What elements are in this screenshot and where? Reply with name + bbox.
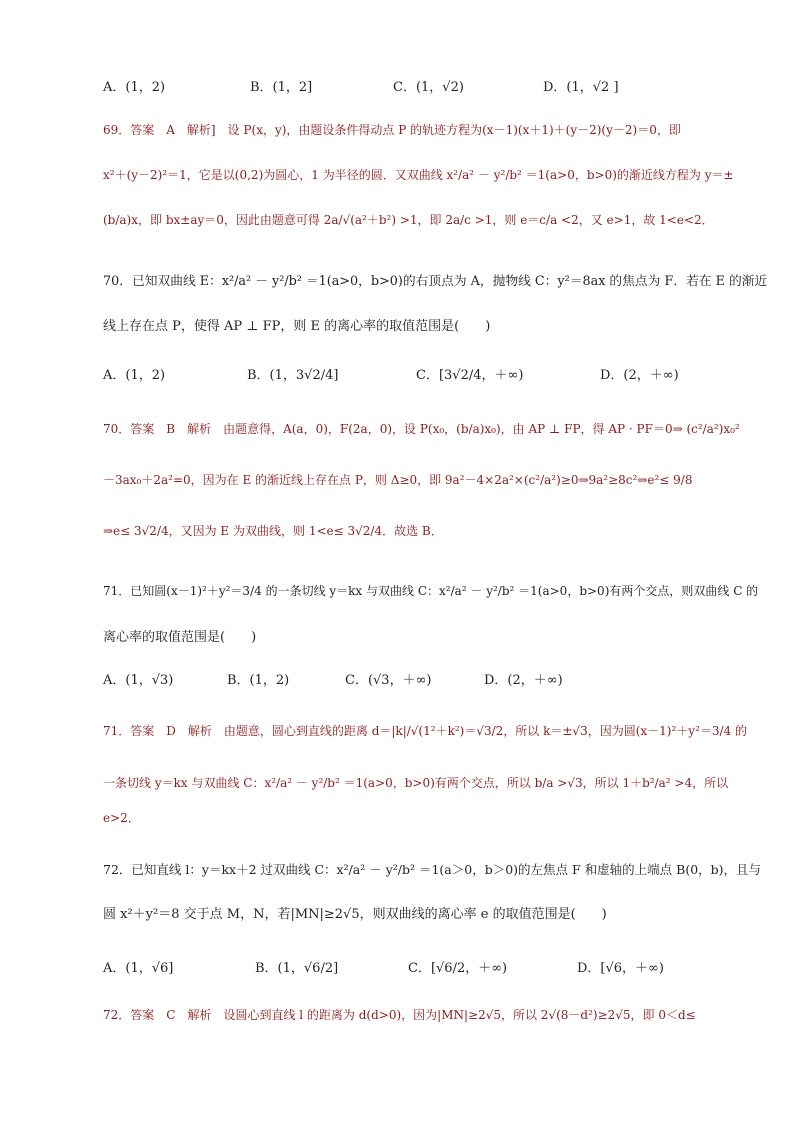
q68-option-d: D．(1，√2 ]	[543, 80, 619, 95]
q72-options	[103, 957, 723, 977]
q69-answer-line3: (b/a)x，即 bx±ay＝0，因此由题意可得 2a/√(a²＋b²) >1，即 2a/c >1，则 e＝c/a <2，又 e>1，故 1<e<2．	[103, 213, 714, 227]
q68-option-a: A．(1，2)	[103, 80, 166, 95]
q70-option-c: C．[3√2/4，＋∞)	[416, 368, 524, 383]
q72-option-d: D．[√6，＋∞)	[577, 961, 664, 976]
q70-answer-line1: 70．答案 B 解析 由题意得，A(a，0)，F(2a，0)，设 P(x₀，(b/a)x₀)，由 AP ⊥ FP，得 AP · PF＝0⇒ (c²/a²)x₀²	[103, 422, 740, 436]
q70-answer-line3: ⇒e≤ 3√2/4，又因为 E 为双曲线，则 1<e≤ 3√2/4．故选 B．	[103, 524, 443, 538]
q72-question-line1: 72．已知直线 l：y＝kx＋2 过双曲线 C：x²/a² － y²/b² ＝1(a＞0，b＞0)的左焦点 F 和虚轴的上端点 B(0，b)，且与	[103, 862, 762, 877]
q72-option-b: B．(1，√6/2]	[255, 961, 339, 976]
q71-option-b: B．(1，2)	[227, 673, 290, 688]
q68-option-b: B．(1，2]	[250, 80, 313, 95]
q70-question-line2: 线上存在点 P，使得 AP ⊥ FP，则 E 的离心率的取值范围是( )	[103, 319, 491, 334]
q71-answer-line1: 71．答案 D 解析 由题意，圆心到直线的距离 d＝|k|/√(1²＋k²)＝√3/2，所以 k＝±√3，因为圆(x－1)²＋y²＝3/4 的	[103, 724, 748, 738]
q68-options	[103, 76, 723, 96]
q70-question-line1: 70．已知双曲线 E：x²/a² － y²/b² ＝1(a>0，b>0)的右顶点为 A，抛物线 C：y²＝8ax 的焦点为 F．若在 E 的渐近	[103, 274, 768, 289]
q71-answer-line2: 一条切线 y＝kx 与双曲线 C：x²/a² － y²/b² ＝1(a>0，b>0)有两个交点，所以 b/a >√3，所以 1＋b²/a² >4，所以	[103, 776, 729, 790]
q69-answer-line1: 69．答案 A 解析] 设 P(x，y)，由题设条件得动点 P 的轨迹方程为(x－1)(x＋1)＋(y－2)(y－2)＝0，即	[103, 123, 681, 137]
q71-question-line2: 离心率的取值范围是( )	[103, 630, 257, 645]
q68-option-c: C．(1，√2)	[393, 80, 464, 95]
q70-options	[103, 364, 723, 384]
q70-answer-line2: －3ax₀＋2a²=0，因为在 E 的渐近线上存在点 P，则 Δ≥0，即 9a²－4×2a²×(c²/a²)≥0⇒9a²≥8c²⇒e²≤ 9/8	[103, 473, 693, 487]
q70-option-d: D．(2，＋∞)	[600, 368, 679, 383]
q69-answer-line2: x²＋(y－2)²＝1，它是以(0,2)为圆心，1 为半径的圆．又双曲线 x²/a² － y²/b² ＝1(a>0，b>0)的渐近线方程为 y＝±	[103, 168, 734, 182]
q71-answer-line3: e>2．	[103, 811, 140, 825]
q70-option-a: A．(1，2)	[103, 368, 166, 383]
q71-option-c: C．(√3，＋∞)	[345, 673, 432, 688]
q70-option-b: B．(1，3√2/4]	[247, 368, 339, 383]
q72-option-c: C．[√6/2，＋∞)	[408, 961, 508, 976]
q71-options	[103, 669, 723, 689]
q72-option-a: A．(1，√6]	[103, 961, 174, 976]
q71-question-line1: 71．已知圆(x－1)²＋y²＝3/4 的一条切线 y＝kx 与双曲线 C：x²/a² － y²/b² ＝1(a>0，b>0)有两个交点，则双曲线 C 的	[103, 584, 759, 598]
q71-option-a: A．(1，√3)	[103, 673, 174, 688]
q71-option-d: D．(2，＋∞)	[484, 673, 563, 688]
q72-question-line2: 圆 x²＋y²＝8 交于点 M，N，若|MN|≥2√5，则双曲线的离心率 e 的取值范围是( )	[103, 907, 607, 922]
q72-answer-line1: 72．答案 C 解析 设圆心到直线 l 的距离为 d(d>0)，因为|MN|≥2√5，所以 2√(8－d²)≥2√5，即 0＜d≤	[103, 1008, 696, 1022]
